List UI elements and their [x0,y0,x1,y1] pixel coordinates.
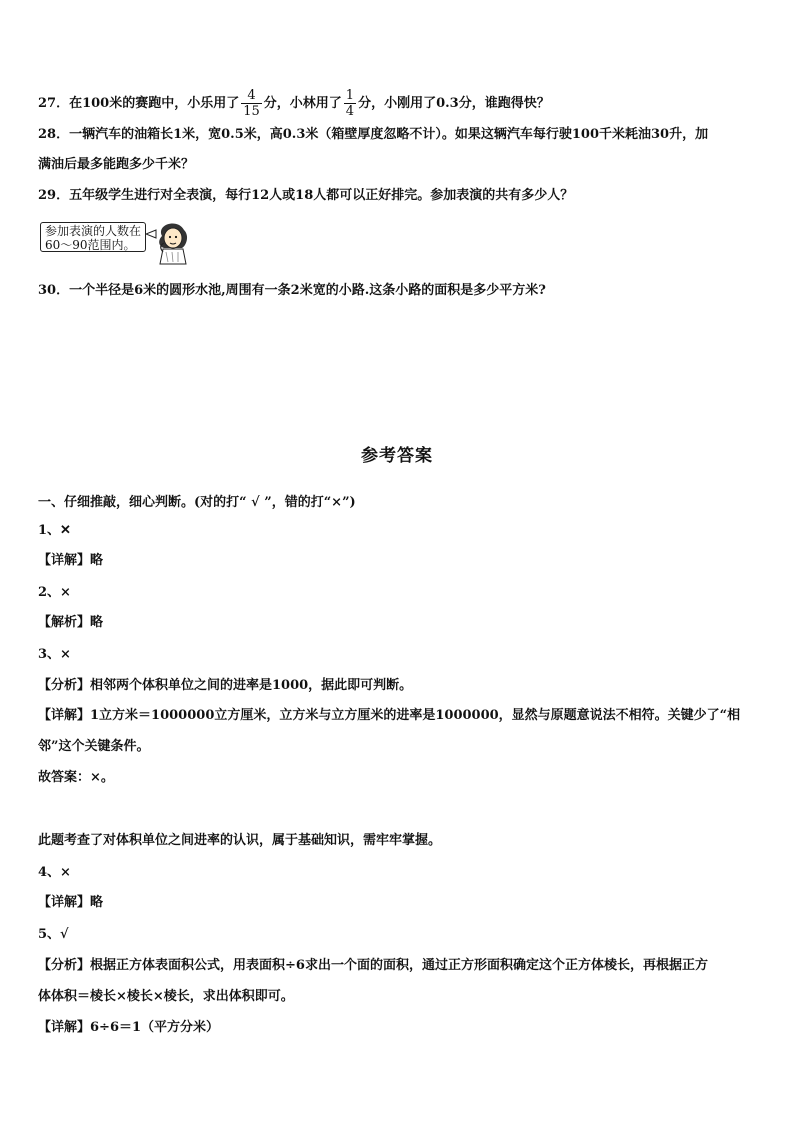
answers-title: 参考答案 [361,446,433,466]
answer-3-detail-line-1: 【详解】1立方米＝1000000立方厘米，立方米与立方厘米的进率是1000000，显然与原题意说法不相符。关键少了“相 [38,708,741,723]
answer-5-detail: 【详解】6÷6＝1（平方分米） [38,1020,220,1035]
answer-3-detail-line-2: 邻”这个关键条件。 [38,739,150,754]
q27-frac1-denominator: 15 [243,104,260,119]
q29-hint-line-2: 60～90范围内。 [45,238,136,252]
question-27 [38,88,550,119]
answer-3-note: 此题考查了对体积单位之间进率的认识，属于基础知识，需牢牢掌握。 [38,833,442,848]
answer-5: 5、√ [38,927,69,942]
q27-suffix: 分，小刚用了0.3分，谁跑得快？ [358,96,550,111]
girl-thinking-illustration [146,216,196,266]
q29-hint-bubble [40,222,146,252]
answer-5-analysis-line-2: 体体积＝棱长×棱长×棱长，求出体积即可。 [38,989,294,1004]
answer-4-detail: 【详解】略 [38,895,104,910]
section-1-heading: 一、仔细推敲，细心判断。(对的打“ √ ”，错的打“×”) [38,495,356,510]
q27-prefix: 27．在100米的赛跑中，小乐用了 [38,96,240,111]
answer-2-detail: 【解析】略 [38,615,104,630]
answer-3-conclusion: 故答案：×。 [38,770,114,785]
answer-3-analysis: 【分析】相邻两个体积单位之间的进率是1000，据此即可判断。 [38,678,413,693]
answer-1: 1、✕ [38,523,71,538]
question-28-line-1: 28．一辆汽车的油箱长1米，宽0.5米，高0.3米（箱壁厚度忽略不计）。如果这辆汽车每行驶100千米耗油30升，加 [38,127,709,142]
q29-hint-line-1: 参加表演的人数在 [45,224,142,238]
question-28-line-2: 满油后最多能跑多少千米？ [38,157,195,172]
q27-frac2-numerator: 1 [345,88,355,103]
answer-2: 2、× [38,585,71,600]
question-29: 29．五年级学生进行对全表演，每行12人或18人都可以正好排完。参加表演的共有多少人？ [38,188,574,203]
answer-4: 4、× [38,865,71,880]
q27-frac1-numerator: 4 [241,88,262,104]
q27-fraction-2 [344,88,356,119]
answer-5-analysis-line-1: 【分析】根据正方体表面积公式，用表面积÷6求出一个面的面积，通过正方形面积确定这个正方体棱长，再根据正方 [38,958,708,973]
question-30: 30．一个半径是6米的圆形水池,周围有一条2米宽的小路.这条小路的面积是多少平方米? [38,283,546,298]
q27-frac2-denominator: 4 [345,104,355,119]
q27-mid: 分，小林用了 [263,96,342,111]
q27-fraction-1 [241,88,262,119]
answer-1-detail: 【详解】略 [38,553,104,568]
answer-3: 3、× [38,647,71,662]
